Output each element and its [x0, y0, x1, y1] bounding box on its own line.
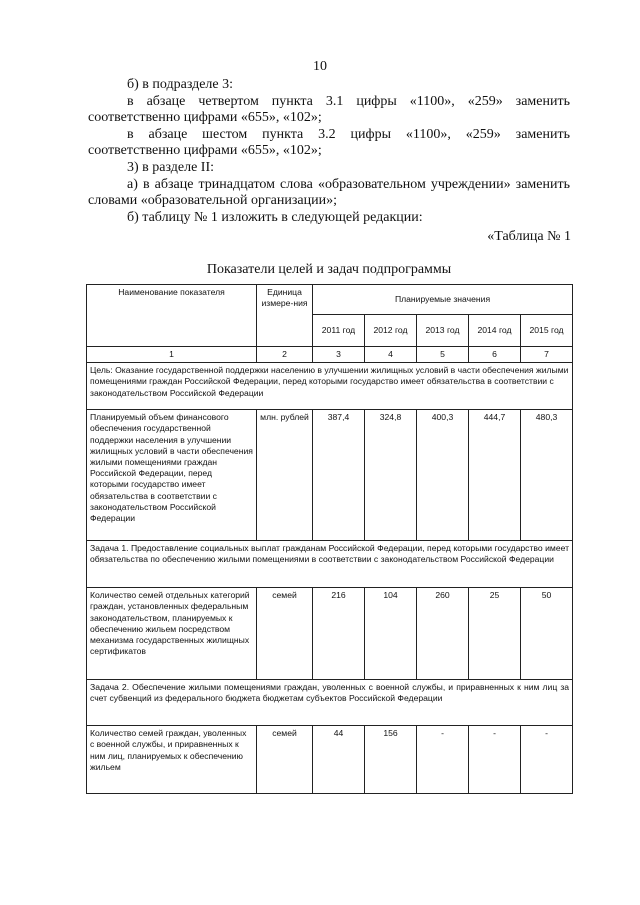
value-cell: 216 [313, 588, 365, 680]
header-unit: Единица измере-ния [257, 285, 313, 347]
page-number: 10 [313, 59, 327, 74]
body-line: соответственно цифрами «655», «102»; [88, 143, 322, 158]
indicator-name: Планируемый объем финансового обеспечения государственной поддержки населения в улучшении жилищных условий в части обеспечения жилыми помещениями граждан Российской Федерации, перед которыми государство имеет обязательства в соответствии с законодательством Российской Федерации [87, 410, 257, 541]
column-number: 4 [365, 347, 417, 363]
value-cell: 260 [417, 588, 469, 680]
column-number: 7 [521, 347, 573, 363]
indicator-name: Количество семей отдельных категорий граждан, установленных федеральным законодательством, планируемых к обеспечению жильем посредством механизма государственных жилищных сертификатов [87, 588, 257, 680]
indicator-unit: семей [257, 588, 313, 680]
column-number: 1 [87, 347, 257, 363]
header-year: 2013 год [417, 315, 469, 347]
value-cell: - [469, 726, 521, 794]
header-year: 2014 год [469, 315, 521, 347]
indicator-name: Количество семей граждан, уволенных с военной службы, и приравненных к ним лиц, планируемых к обеспечению жильем [87, 726, 257, 794]
body-line: в абзаце шестом пункта 3.2 цифры «1100», «259» заменить [127, 127, 570, 142]
value-cell: - [417, 726, 469, 794]
value-cell: 44 [313, 726, 365, 794]
body-line: в абзаце четвертом пункта 3.1 цифры «1100», «259» заменить [127, 94, 570, 109]
table-reference: «Таблица № 1 [487, 229, 571, 244]
header-year: 2012 год [365, 315, 417, 347]
value-cell: 480,3 [521, 410, 573, 541]
table-title: Показатели целей и задач подпрограммы [206, 262, 452, 277]
column-number: 5 [417, 347, 469, 363]
body-line: б) в подразделе 3: [127, 77, 234, 92]
value-cell: 25 [469, 588, 521, 680]
indicator-unit: семей [257, 726, 313, 794]
body-text [88, 77, 570, 227]
value-cell: 324,8 [365, 410, 417, 541]
body-line: соответственно цифрами «655», «102»; [88, 110, 322, 125]
column-number: 2 [257, 347, 313, 363]
indicator-unit: млн. рублей [257, 410, 313, 541]
column-number: 3 [313, 347, 365, 363]
value-cell: 104 [365, 588, 417, 680]
goal-row: Цель: Оказание государственной поддержки населению в улучшении жилищных условий в части обеспечения жилыми помещениями граждан Российской Федерации, перед которыми государство имеет обязательства в соответствии с законодательством Российской Федерации [87, 363, 573, 410]
body-line: словами «образовательной организации»; [88, 193, 337, 208]
header-planned: Планируемые значения [313, 285, 573, 315]
value-cell: 444,7 [469, 410, 521, 541]
body-line: б) таблицу № 1 изложить в следующей редакции: [127, 210, 423, 225]
indicators-table [86, 284, 573, 794]
body-line: а) в абзаце тринадцатом слова «образовательном учреждении» заменить [127, 177, 570, 192]
value-cell: 400,3 [417, 410, 469, 541]
header-year: 2015 год [521, 315, 573, 347]
task-2-row: Задача 2. Обеспечение жилыми помещениями граждан, уволенных с военной службы, и приравненных к ним лиц за счет субвенций из федерального бюджета бюджетам субъектов Российской Федерации [87, 680, 573, 726]
column-number: 6 [469, 347, 521, 363]
value-cell: 156 [365, 726, 417, 794]
value-cell: 50 [521, 588, 573, 680]
task-1-row: Задача 1. Предоставление социальных выплат гражданам Российской Федерации, перед которыми государство имеет обязательства по обеспечению жилыми помещениями в соответствии с законодательством Российской Федерации [87, 541, 573, 588]
header-name: Наименование показателя [87, 285, 257, 347]
value-cell: 387,4 [313, 410, 365, 541]
header-year: 2011 год [313, 315, 365, 347]
value-cell: - [521, 726, 573, 794]
body-line: 3) в разделе II: [127, 160, 215, 175]
